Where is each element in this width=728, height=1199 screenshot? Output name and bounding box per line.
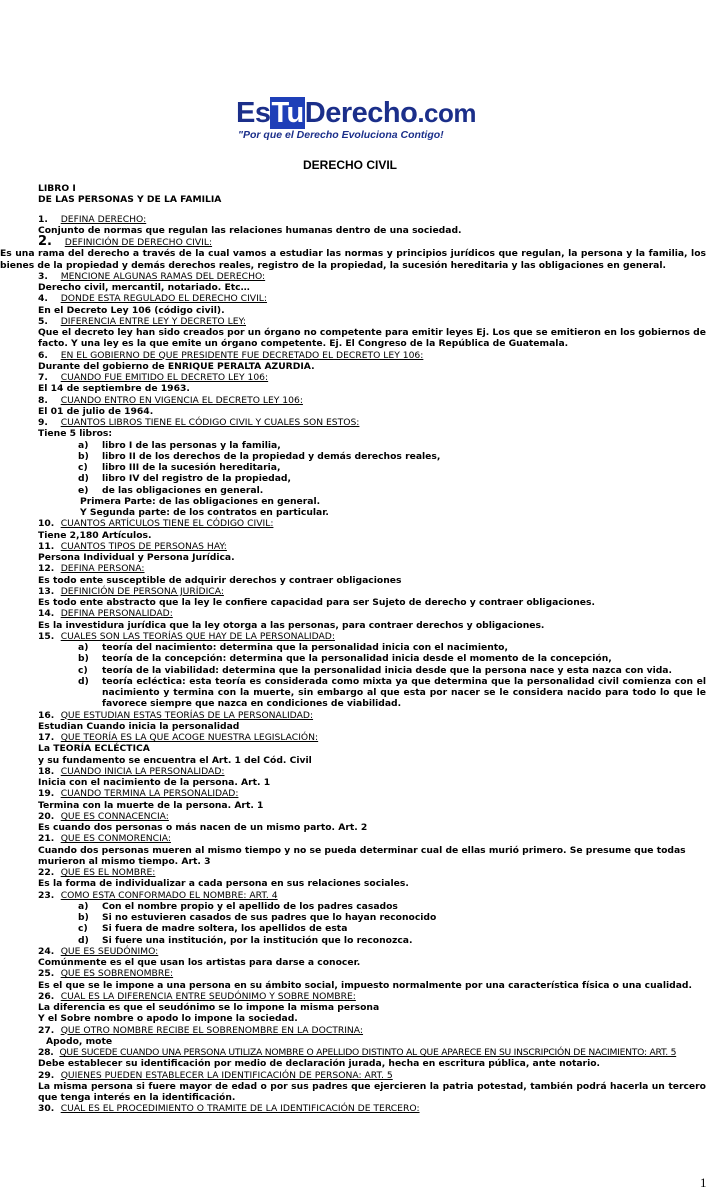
list-item: [0, 451, 728, 462]
question-text: CUANDO FUE EMITIDO EL DECRETO LEY 106:: [60, 372, 269, 383]
list-marker: c): [78, 462, 88, 473]
logo-es: Es: [236, 97, 271, 129]
question-number: 3.: [38, 270, 48, 282]
list-text: Con el nombre propio y el apellido de los padres casados: [102, 900, 398, 912]
document-body: [0, 183, 728, 1115]
logo-wordmark: [236, 96, 476, 130]
question-7: [0, 372, 728, 383]
question-text: DEFINA PERSONA:: [60, 563, 145, 575]
answer-29: La misma persona si fuere mayor de edad o por sus padres que ejercieren la patria potestad, también podrá hacerla un tercero que tenga interés en la identificación.: [38, 1080, 706, 1103]
answer-9-extra-2: Y Segunda parte: de los contratos en particular.: [80, 507, 329, 518]
list-text: de las obligaciones en general.: [102, 484, 264, 496]
question-number: 28.: [38, 1047, 54, 1058]
answer-1: Conjunto de normas que regulan las relaciones humanas dentro de una sociedad.: [38, 224, 462, 236]
answer-21-1: Cuando dos personas mueren al mismo tiempo y no se pueda determinar cual de ellas murió primero. Se presume que todas: [38, 844, 686, 856]
question-number: 25.: [38, 968, 55, 980]
book-line-2: DE LAS PERSONAS Y DE LA FAMILIA: [38, 194, 222, 206]
question-number: 11.: [38, 540, 55, 552]
question-number: 15.: [38, 630, 55, 642]
question-5: [0, 316, 728, 327]
list-text: libro IV del registro de la propiedad,: [102, 473, 291, 485]
question-number: 20.: [38, 810, 55, 822]
question-23: [0, 890, 728, 901]
question-11: [0, 541, 728, 552]
question-number: 24.: [38, 945, 55, 957]
list-item: [0, 665, 728, 676]
answer-6: Durante del gobierno de ENRIQUE PERALTA AZURDIA.: [38, 360, 315, 372]
list-text: teoría de la concepción: determina que la personalidad inicia desde el momento de la concepción,: [102, 653, 612, 665]
question-number: 10.: [38, 518, 55, 530]
answer-4: En el Decreto Ley 106 (código civil).: [38, 304, 225, 316]
question-2: [0, 236, 728, 248]
question-text: QUE ES SOBRENOMBRE:: [60, 968, 174, 980]
question-number: 21.: [38, 833, 55, 845]
question-text: QUE ES SEUDÓNIMO:: [60, 945, 159, 957]
logo-slogan: "Por que el Derecho Evoluciona Contigo!: [238, 129, 444, 141]
list-marker: a): [78, 439, 89, 451]
question-text: DEFINICIÓN DE DERECHO CIVIL:: [64, 237, 213, 248]
list-marker: c): [78, 923, 88, 935]
site-logo: [236, 96, 496, 148]
list-marker: b): [78, 912, 89, 923]
list-marker: e): [78, 484, 89, 496]
answer-7: El 14 de septiembre de 1963.: [38, 383, 190, 395]
question-9: [0, 417, 728, 428]
list-item: [0, 653, 728, 664]
list-text: teoría de la viabilidad: determina que la personalidad inicia desde que la persona nace y esta nazca con vida.: [102, 664, 672, 676]
list-item: [0, 935, 728, 946]
answer-28: Debe establecer su identificación por medio de declaración jurada, hecha en escritura pública, ante notario.: [38, 1058, 601, 1070]
question-text: CUAL ES EL PROCEDIMIENTO O TRAMITE DE LA IDENTIFICACIÓN DE TERCERO:: [60, 1103, 420, 1115]
list-item: [0, 440, 728, 451]
question-text: QUE ESTUDIAN ESTAS TEORÍAS DE LA PERSONALIDAD:: [60, 709, 314, 721]
question-number: 23.: [38, 889, 55, 901]
logo-derecho: Derecho: [304, 97, 418, 129]
question-number: 26.: [38, 990, 55, 1002]
list-marker: b): [78, 653, 89, 665]
list-item: [0, 676, 728, 710]
list-marker: a): [78, 642, 89, 653]
question-number: 12.: [38, 563, 55, 575]
page-number: 1: [700, 1175, 707, 1190]
answer-2: Es una rama del derecho a través de la cual vamos a estudiar las normas y principios jurídicos que regulan, la persona y la familia, los bienes de la propiedad y demás derechos reales, registro de la propiedad, la sucesión hereditaria y las obligaciones en general.: [0, 248, 706, 271]
question-number: 13.: [38, 585, 55, 597]
logo-tu: Tu: [271, 97, 304, 129]
question-number: 7.: [38, 372, 48, 383]
question-number: 27.: [38, 1024, 55, 1036]
question-number: 14.: [38, 608, 55, 620]
question-22: [0, 867, 728, 878]
question-17: [0, 732, 728, 743]
answer-16: Estudian Cuando inicia la personalidad: [38, 720, 240, 732]
question-number: 1.: [38, 213, 48, 225]
question-number: 2.: [38, 234, 52, 249]
question-text: QUE ES CONMORENCIA:: [60, 833, 172, 845]
question-10: [0, 518, 728, 529]
list-marker: d): [78, 934, 89, 946]
list-item: [0, 462, 728, 473]
question-text: CUAL ES LA DIFERENCIA ENTRE SEUDÓNIMO Y SOBRE NOMBRE:: [60, 990, 356, 1002]
question-16: [0, 710, 728, 721]
list-text: Si fuera de madre soltera, los apellidos de esta: [102, 923, 348, 935]
answer-3: Derecho civil, mercantil, notariado. Etc…: [38, 282, 250, 293]
question-text: QUE ES EL NOMBRE:: [60, 867, 156, 878]
list-item: [0, 923, 728, 934]
question-30: [0, 1103, 728, 1114]
question-text: QUIENES PUEDEN ESTABLECER LA IDENTIFICACIÓN DE PERSONA: ART. 5: [60, 1069, 393, 1081]
list-item: [0, 901, 728, 912]
question-number: 5.: [38, 315, 48, 327]
question-number: 4.: [38, 293, 48, 305]
question-number: 17.: [38, 732, 55, 743]
question-number: 8.: [38, 394, 48, 406]
question-18: [0, 766, 728, 777]
list-text: libro I de las personas y la familia,: [102, 439, 281, 451]
list-marker: d): [78, 473, 89, 485]
question-27: [0, 1025, 728, 1036]
question-number: 16.: [38, 709, 55, 721]
question-text: DEFINA PERSONALIDAD:: [60, 608, 173, 620]
question-25: [0, 968, 728, 979]
answer-24: Comúnmente es el que usan los artistas para darse a conocer.: [38, 957, 361, 968]
question-number: 6.: [38, 349, 48, 361]
list-text: libro III de la sucesión hereditaria,: [102, 462, 281, 473]
question-21: [0, 833, 728, 844]
question-8: [0, 395, 728, 406]
list-item: [0, 912, 728, 923]
answer-9: Tiene 5 libros:: [38, 428, 113, 440]
question-29: [0, 1070, 728, 1081]
question-text: CUANTOS LIBROS TIENE EL CÓDIGO CIVIL Y CUALES SON ESTOS:: [60, 417, 360, 428]
answer-13: Es todo ente abstracto que la ley le confiere capacidad para ser Sujeto de derecho y contraer obligaciones.: [38, 597, 595, 608]
answer-17-2: y su fundamento se encuentra el Art. 1 del Cód. Civil: [38, 754, 312, 766]
answer-14: Es la investidura jurídica que la ley otorga a las personas, para contraer derechos y obligaciones.: [38, 619, 545, 631]
list-marker: a): [78, 900, 89, 912]
question-13: [0, 586, 728, 597]
answer-18: Inicia con el nacimiento de la persona. Art. 1: [38, 777, 271, 788]
answer-8: El 01 de julio de 1964.: [38, 405, 154, 417]
list-item: [0, 642, 728, 653]
answer-17-1: La TEORÍA ECLÉCTICA: [38, 743, 150, 755]
list-marker: c): [78, 664, 88, 676]
question-text: DONDE ESTA REGULADO EL DERECHO CIVIL:: [60, 293, 268, 305]
answer-19: Termina con la muerte de la persona. Art. 1: [38, 799, 264, 811]
question-number: 30.: [38, 1103, 55, 1115]
list-text: Si fuere una institución, por la institución que lo reconozca.: [102, 934, 413, 946]
question-6: [0, 350, 728, 361]
logo-com: .com: [417, 98, 476, 128]
question-number: 9.: [38, 417, 48, 428]
question-text: CUANTOS TIPOS DE PERSONAS HAY:: [60, 540, 227, 552]
question-number: 19.: [38, 788, 55, 800]
question-text: EN EL GOBIERNO DE QUE PRESIDENTE FUE DECRETADO EL DECRETO LEY 106:: [60, 349, 424, 361]
answer-21-2: murieron al mismo tiempo. Art. 3: [38, 855, 211, 867]
question-number: 29.: [38, 1069, 55, 1081]
list-item: [0, 485, 728, 496]
answer-5: Que el decreto ley han sido creados por un órgano no competente para emitir leyes Ej. Los que se emitieron en los gobiernos de facto. Y una ley es la que emite un órgano competente. Ej. El Congreso de la República de Guatemala.: [38, 327, 706, 350]
question-15: [0, 631, 728, 642]
question-text: QUE SUCEDE CUANDO UNA PERSONA UTILIZA NOMBRE O APELLIDO DISTINTO AL QUE APARECE EN SU INSCRIPCIÓN DE NACIMIENTO: ART. 5: [59, 1047, 677, 1058]
question-4: [0, 293, 728, 304]
question-1: [0, 214, 728, 225]
list-marker: d): [78, 675, 89, 687]
question-12: [0, 563, 728, 574]
question-text: QUE ES CONNACENCIA:: [60, 810, 169, 822]
list-text: libro II de los derechos de la propiedad y demás derechos reales,: [102, 450, 441, 462]
list-text: teoría ecléctica: esta teoría es considerada como mixta ya que determina que la personalidad civil comienza con el nacimiento y termina con la muerte, sin embargo al que esta por nacer se le considera nacido para todo lo que le favorece siempre que nazca en condiciones de viabilidad.: [102, 675, 706, 710]
question-text: COMO ESTA CONFORMADO EL NOMBRE: ART. 4: [60, 889, 278, 901]
answer-27: Apodo, mote: [46, 1035, 113, 1047]
question-14: [0, 608, 728, 619]
question-number: 18.: [38, 765, 55, 777]
answer-26-2: Y el Sobre nombre o apodo lo impone la sociedad.: [38, 1013, 298, 1025]
list-marker: b): [78, 450, 89, 462]
question-text: CUANDO INICIA LA PERSONALIDAD:: [60, 765, 225, 777]
list-text: teoría del nacimiento: determina que la personalidad inicia con el nacimiento,: [102, 642, 508, 653]
question-3: [0, 271, 728, 282]
question-text: CUANDO TERMINA LA PERSONALIDAD:: [60, 788, 239, 800]
question-text: MENCIONE ALGUNAS RAMAS DEL DERECHO:: [60, 270, 266, 282]
answer-20: Es cuando dos personas o más nacen de un mismo parto. Art. 2: [38, 822, 368, 833]
question-text: QUE OTRO NOMBRE RECIBE EL SOBRENOMBRE EN LA DOCTRINA:: [60, 1024, 364, 1036]
question-26: [0, 991, 728, 1002]
question-text: DEFINICIÓN DE PERSONA JURÍDICA:: [60, 585, 224, 597]
question-28: [0, 1047, 728, 1058]
answer-26-1: La diferencia es que el seudónimo se lo impone la misma persona: [38, 1002, 380, 1013]
question-text: DIFERENCIA ENTRE LEY Y DECRETO LEY:: [60, 315, 246, 327]
answer-12: Es todo ente susceptible de adquirir derechos y contraer obligaciones: [38, 574, 402, 586]
question-text: CUANDO ENTRO EN VIGENCIA EL DECRETO LEY 106:: [60, 394, 303, 406]
question-text: DEFINA DERECHO:: [60, 213, 147, 225]
question-number: 22.: [38, 867, 55, 878]
answer-22: Es la forma de individualizar a cada persona en sus relaciones sociales.: [38, 878, 409, 890]
question-20: [0, 811, 728, 822]
list-item: [0, 473, 728, 484]
answer-11: Persona Individual y Persona Jurídica.: [38, 552, 235, 563]
question-24: [0, 946, 728, 957]
question-text: QUE TEORÍA ES LA QUE ACOGE NUESTRA LEGISLACIÓN:: [60, 732, 319, 743]
document-title: DERECHO CIVIL: [303, 158, 398, 172]
list-text: Si no estuvieren casados de sus padres que lo hayan reconocido: [102, 912, 437, 923]
book-line-1: LIBRO I: [38, 183, 76, 194]
answer-9-extra-1: Primera Parte: de las obligaciones en general.: [80, 495, 321, 507]
question-19: [0, 788, 728, 799]
question-text: CUANTOS ARTÍCULOS TIENE EL CÓDIGO CIVIL:: [60, 518, 274, 530]
question-text: CUALES SON LAS TEORÍAS QUE HAY DE LA PERSONALIDAD:: [60, 630, 335, 642]
answer-10: Tiene 2,180 Artículos.: [38, 529, 152, 541]
answer-25: Es el que se le impone a una persona en su ámbito social, impuesto normalmente por una característica física o una cualidad.: [38, 979, 692, 991]
